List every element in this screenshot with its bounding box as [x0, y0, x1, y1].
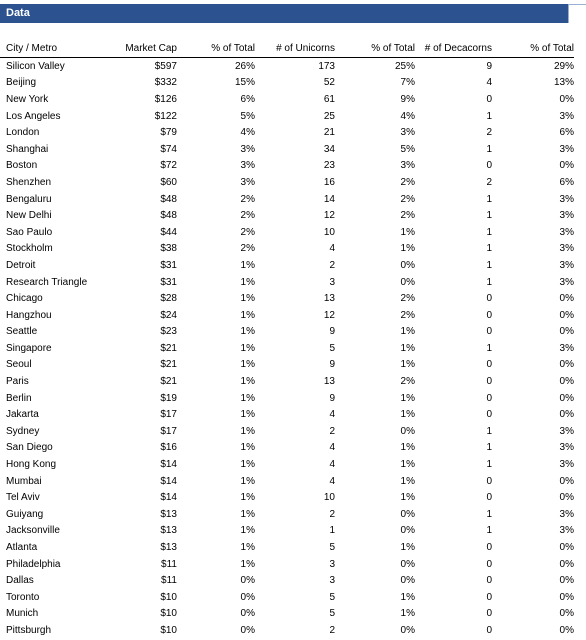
cell-unicorns[interactable]: 3 — [329, 575, 335, 587]
cell-pct-decacorns[interactable]: 0% — [559, 359, 574, 371]
cell-city[interactable]: London — [6, 127, 40, 139]
cell-pct-unicorns[interactable]: 1% — [400, 359, 415, 371]
cell-decacorns[interactable]: 0 — [486, 309, 492, 321]
cell-pct-market-cap[interactable]: 1% — [240, 459, 255, 471]
cell-decacorns[interactable]: 0 — [486, 293, 492, 305]
cell-city[interactable]: Seoul — [6, 359, 32, 371]
cell-pct-unicorns[interactable]: 0% — [400, 276, 415, 288]
table-row — [0, 622, 574, 639]
cell-pct-decacorns[interactable]: 0% — [559, 475, 574, 487]
cell-pct-market-cap[interactable]: 0% — [240, 591, 255, 603]
cell-unicorns[interactable]: 10 — [323, 492, 335, 504]
cell-market-cap[interactable]: $17 — [160, 409, 177, 421]
cell-pct-decacorns[interactable]: 0% — [559, 326, 574, 338]
cell-market-cap[interactable]: $38 — [160, 243, 177, 255]
cell-market-cap[interactable]: $28 — [160, 293, 177, 305]
cell-decacorns[interactable]: 1 — [486, 243, 492, 255]
cell-pct-decacorns[interactable]: 3% — [559, 425, 574, 437]
cell-market-cap[interactable]: $122 — [154, 110, 177, 122]
cell-market-cap[interactable]: $13 — [160, 508, 177, 520]
cell-decacorns[interactable]: 1 — [486, 442, 492, 454]
cell-unicorns[interactable]: 9 — [329, 359, 335, 371]
cell-city[interactable]: Dallas — [6, 575, 34, 587]
cell-city[interactable]: New Delhi — [6, 210, 52, 222]
cell-unicorns[interactable]: 61 — [323, 93, 335, 105]
cell-pct-decacorns[interactable]: 0% — [559, 558, 574, 570]
cell-unicorns[interactable]: 3 — [329, 276, 335, 288]
cell-market-cap[interactable]: $11 — [161, 558, 177, 570]
table-row — [0, 158, 574, 175]
cell-pct-decacorns[interactable]: 0% — [559, 93, 574, 105]
cell-unicorns[interactable]: 13 — [323, 376, 335, 388]
cell-market-cap[interactable]: $31 — [160, 259, 177, 271]
cell-pct-unicorns[interactable]: 1% — [400, 243, 415, 255]
table-row — [0, 390, 574, 407]
cell-city[interactable]: Sao Paulo — [6, 226, 53, 238]
table-row — [0, 58, 574, 75]
cell-city[interactable]: Silicon Valley — [6, 60, 65, 72]
cell-decacorns[interactable]: 1 — [486, 143, 492, 155]
cell-city[interactable]: Hong Kong — [6, 459, 57, 471]
cell-pct-decacorns[interactable]: 3% — [559, 193, 574, 205]
cell-market-cap[interactable]: $17 — [160, 425, 177, 437]
cell-market-cap[interactable]: $19 — [160, 392, 177, 404]
table-row — [0, 373, 574, 390]
cell-pct-market-cap[interactable]: 1% — [240, 259, 255, 271]
cell-pct-unicorns[interactable]: 1% — [400, 326, 415, 338]
cell-pct-market-cap[interactable]: 1% — [240, 525, 255, 537]
cell-decacorns[interactable]: 1 — [486, 193, 492, 205]
cell-decacorns[interactable]: 0 — [486, 409, 492, 421]
cell-pct-decacorns[interactable]: 0% — [559, 376, 574, 388]
cell-decacorns[interactable]: 4 — [486, 77, 492, 89]
cell-pct-market-cap[interactable]: 2% — [240, 193, 255, 205]
cell-city[interactable]: Los Angeles — [6, 110, 61, 122]
cell-market-cap[interactable]: $14 — [160, 475, 177, 487]
cell-pct-decacorns[interactable]: 0% — [559, 492, 574, 504]
cell-market-cap[interactable]: $11 — [161, 575, 177, 587]
cell-city[interactable]: Bengaluru — [6, 193, 52, 205]
cell-market-cap[interactable]: $126 — [154, 93, 177, 105]
cell-pct-market-cap[interactable]: 0% — [240, 624, 255, 636]
cell-market-cap[interactable]: $48 — [160, 210, 177, 222]
cell-pct-market-cap[interactable]: 2% — [240, 210, 255, 222]
cell-market-cap[interactable]: $13 — [160, 525, 177, 537]
cell-market-cap[interactable]: $44 — [160, 226, 177, 238]
cell-pct-market-cap[interactable]: 0% — [240, 608, 255, 620]
cell-decacorns[interactable]: 1 — [486, 508, 492, 520]
table-row — [0, 489, 574, 506]
cell-pct-market-cap[interactable]: 1% — [240, 492, 255, 504]
cell-pct-unicorns[interactable]: 2% — [400, 176, 415, 188]
cell-unicorns[interactable]: 12 — [323, 309, 335, 321]
cell-decacorns[interactable]: 0 — [486, 326, 492, 338]
cell-pct-decacorns[interactable]: 0% — [559, 160, 574, 172]
cell-pct-market-cap[interactable]: 1% — [240, 425, 255, 437]
cell-decacorns[interactable]: 0 — [486, 575, 492, 587]
cell-city[interactable]: Tel Aviv — [6, 492, 40, 504]
cell-city[interactable]: Pittsburgh — [6, 624, 52, 636]
column-header-pct-market-cap[interactable]: % of Total — [177, 40, 255, 58]
cell-pct-decacorns[interactable]: 0% — [559, 575, 574, 587]
cell-pct-unicorns[interactable]: 0% — [400, 259, 415, 271]
cell-market-cap[interactable]: $597 — [154, 60, 177, 72]
cell-city[interactable]: Paris — [6, 376, 29, 388]
cell-pct-unicorns[interactable]: 1% — [400, 475, 415, 487]
cell-market-cap[interactable]: $48 — [160, 193, 177, 205]
cell-city[interactable]: New York — [6, 93, 49, 105]
cell-pct-market-cap[interactable]: 5% — [240, 110, 255, 122]
cell-pct-unicorns[interactable]: 1% — [400, 342, 415, 354]
column-header-decacorns[interactable]: # of Decacorns — [415, 40, 492, 58]
cell-pct-decacorns[interactable]: 0% — [559, 608, 574, 620]
cell-unicorns[interactable]: 5 — [329, 342, 335, 354]
cell-market-cap[interactable]: $60 — [160, 176, 177, 188]
cell-pct-market-cap[interactable]: 1% — [240, 542, 255, 554]
cell-unicorns[interactable]: 4 — [329, 243, 335, 255]
table-row — [0, 108, 574, 125]
cell-pct-market-cap[interactable]: 1% — [240, 293, 255, 305]
cell-pct-market-cap[interactable]: 1% — [240, 309, 255, 321]
cell-unicorns[interactable]: 13 — [323, 293, 335, 305]
cell-unicorns[interactable]: 4 — [329, 442, 335, 454]
cell-unicorns[interactable]: 4 — [329, 475, 335, 487]
table-row — [0, 141, 574, 158]
cell-decacorns[interactable]: 9 — [486, 60, 492, 72]
cell-pct-decacorns[interactable]: 0% — [559, 392, 574, 404]
cell-pct-unicorns[interactable]: 5% — [400, 143, 415, 155]
cell-pct-market-cap[interactable]: 2% — [240, 243, 255, 255]
cell-unicorns[interactable]: 52 — [323, 77, 335, 89]
cell-pct-unicorns[interactable]: 3% — [400, 160, 415, 172]
table-row — [0, 423, 574, 440]
table-row — [0, 539, 574, 556]
table-row — [0, 274, 574, 291]
cell-city[interactable]: Shenzhen — [6, 176, 52, 188]
cell-city[interactable]: Stockholm — [6, 243, 53, 255]
cell-decacorns[interactable]: 0 — [486, 93, 492, 105]
cell-pct-market-cap[interactable]: 3% — [240, 143, 255, 155]
cell-pct-unicorns[interactable]: 1% — [400, 608, 415, 620]
sheet-title-bar — [0, 4, 568, 23]
table-row — [0, 207, 574, 224]
cell-city[interactable]: Research Triangle — [6, 276, 88, 288]
cell-unicorns[interactable]: 2 — [329, 259, 335, 271]
cell-pct-decacorns[interactable]: 3% — [559, 226, 574, 238]
cell-pct-unicorns[interactable]: 0% — [400, 575, 415, 587]
cell-unicorns[interactable]: 5 — [329, 608, 335, 620]
cell-unicorns[interactable]: 9 — [329, 326, 335, 338]
cell-decacorns[interactable]: 1 — [486, 210, 492, 222]
cell-city[interactable]: Beijing — [6, 77, 37, 89]
cell-city[interactable]: Berlin — [6, 392, 32, 404]
cell-pct-unicorns[interactable]: 3% — [400, 127, 415, 139]
cell-pct-unicorns[interactable]: 9% — [400, 93, 415, 105]
cell-unicorns[interactable]: 4 — [329, 459, 335, 471]
column-header-pct-unicorns[interactable]: % of Total — [335, 40, 415, 58]
table-row — [0, 340, 574, 357]
cell-city[interactable]: Munich — [6, 608, 39, 620]
cell-pct-unicorns[interactable]: 2% — [400, 309, 415, 321]
cell-pct-unicorns[interactable]: 2% — [400, 210, 415, 222]
cell-pct-decacorns[interactable]: 0% — [559, 409, 574, 421]
cell-pct-unicorns[interactable]: 2% — [400, 293, 415, 305]
cell-pct-decacorns[interactable]: 29% — [553, 60, 574, 72]
cell-decacorns[interactable]: 0 — [486, 608, 492, 620]
cell-city[interactable]: Mumbai — [6, 475, 42, 487]
table-row — [0, 324, 574, 341]
cell-city[interactable]: Detroit — [6, 259, 36, 271]
cell-decacorns[interactable]: 1 — [486, 342, 492, 354]
table-row — [0, 572, 574, 589]
cell-decacorns[interactable]: 1 — [486, 276, 492, 288]
table-row — [0, 174, 574, 191]
cell-unicorns[interactable]: 25 — [323, 110, 335, 122]
cell-decacorns[interactable]: 0 — [486, 376, 492, 388]
table-row — [0, 91, 574, 108]
cell-decacorns[interactable]: 0 — [486, 624, 492, 636]
cell-unicorns[interactable]: 21 — [323, 127, 335, 139]
cell-decacorns[interactable]: 0 — [486, 160, 492, 172]
cell-unicorns[interactable]: 10 — [323, 226, 335, 238]
cell-pct-decacorns[interactable]: 3% — [559, 276, 574, 288]
cell-market-cap[interactable]: $24 — [160, 309, 177, 321]
cell-pct-market-cap[interactable]: 1% — [240, 342, 255, 354]
cell-market-cap[interactable]: $14 — [160, 459, 177, 471]
cell-pct-market-cap[interactable]: 1% — [240, 326, 255, 338]
cell-decacorns[interactable]: 1 — [486, 226, 492, 238]
cell-pct-unicorns[interactable]: 0% — [400, 624, 415, 636]
table-row — [0, 456, 574, 473]
cell-city[interactable]: Philadelphia — [6, 558, 61, 570]
table-row — [0, 257, 574, 274]
cell-decacorns[interactable]: 2 — [486, 176, 492, 188]
cell-pct-decacorns[interactable]: 3% — [559, 143, 574, 155]
cell-pct-unicorns[interactable]: 1% — [400, 542, 415, 554]
cell-unicorns[interactable]: 3 — [329, 558, 335, 570]
cell-decacorns[interactable]: 1 — [486, 259, 492, 271]
cell-decacorns[interactable]: 0 — [486, 558, 492, 570]
header-row — [0, 40, 574, 58]
cell-pct-decacorns[interactable]: 0% — [559, 591, 574, 603]
table-row — [0, 191, 574, 208]
cell-unicorns[interactable]: 2 — [329, 425, 335, 437]
cell-city[interactable]: Atlanta — [6, 542, 38, 554]
cell-decacorns[interactable]: 0 — [486, 475, 492, 487]
cell-market-cap[interactable]: $10 — [160, 591, 177, 603]
column-header-market-cap[interactable]: Market Cap — [110, 40, 177, 58]
sheet-edge-line — [568, 4, 569, 23]
cell-decacorns[interactable]: 0 — [486, 359, 492, 371]
table-row — [0, 556, 574, 573]
cell-city[interactable]: Sydney — [6, 425, 40, 437]
cell-pct-unicorns[interactable]: 1% — [400, 459, 415, 471]
cell-unicorns[interactable]: 12 — [323, 210, 335, 222]
cell-pct-market-cap[interactable]: 4% — [240, 127, 255, 139]
cell-city[interactable]: Hangzhou — [6, 309, 52, 321]
cell-city[interactable]: Seattle — [6, 326, 38, 338]
cell-market-cap[interactable]: $10 — [160, 608, 177, 620]
cell-unicorns[interactable]: 2 — [329, 624, 335, 636]
table-row — [0, 506, 574, 523]
cell-pct-unicorns[interactable]: 1% — [400, 409, 415, 421]
sheet-edge-line — [568, 4, 586, 5]
cell-market-cap[interactable]: $79 — [160, 127, 177, 139]
cell-pct-market-cap[interactable]: 26% — [234, 60, 255, 72]
cell-market-cap[interactable]: $72 — [160, 160, 177, 172]
cell-pct-decacorns[interactable]: 6% — [559, 127, 574, 139]
cell-city[interactable]: Shanghai — [6, 143, 49, 155]
table-row — [0, 124, 574, 141]
cell-pct-unicorns[interactable]: 25% — [394, 60, 415, 72]
cell-market-cap[interactable]: $74 — [160, 143, 177, 155]
cell-decacorns[interactable]: 1 — [486, 525, 492, 537]
data-table — [0, 40, 574, 639]
cell-pct-unicorns[interactable]: 1% — [400, 392, 415, 404]
cell-pct-decacorns[interactable]: 3% — [559, 110, 574, 122]
cell-pct-unicorns[interactable]: 0% — [400, 425, 415, 437]
cell-unicorns[interactable]: 4 — [329, 409, 335, 421]
cell-pct-decacorns[interactable]: 3% — [559, 259, 574, 271]
cell-pct-market-cap[interactable]: 2% — [240, 226, 255, 238]
cell-pct-market-cap[interactable]: 1% — [240, 392, 255, 404]
cell-market-cap[interactable]: $21 — [160, 342, 177, 354]
cell-pct-unicorns[interactable]: 4% — [400, 110, 415, 122]
table-row — [0, 75, 574, 92]
cell-pct-decacorns[interactable]: 3% — [559, 525, 574, 537]
cell-unicorns[interactable]: 1 — [329, 525, 335, 537]
cell-pct-market-cap[interactable]: 1% — [240, 442, 255, 454]
cell-decacorns[interactable]: 0 — [486, 492, 492, 504]
cell-pct-unicorns[interactable]: 2% — [400, 376, 415, 388]
cell-unicorns[interactable]: 16 — [323, 176, 335, 188]
table-row — [0, 440, 574, 457]
cell-city[interactable]: Singapore — [6, 342, 52, 354]
cell-market-cap[interactable]: $21 — [160, 359, 177, 371]
cell-market-cap[interactable]: $13 — [160, 542, 177, 554]
cell-decacorns[interactable]: 0 — [486, 591, 492, 603]
cell-pct-decacorns[interactable]: 6% — [559, 176, 574, 188]
cell-market-cap[interactable]: $23 — [160, 326, 177, 338]
cell-pct-market-cap[interactable]: 3% — [240, 176, 255, 188]
cell-decacorns[interactable]: 1 — [486, 459, 492, 471]
cell-pct-decacorns[interactable]: 13% — [553, 77, 574, 89]
column-header-unicorns[interactable]: # of Unicorns — [255, 40, 335, 58]
cell-pct-unicorns[interactable]: 1% — [400, 591, 415, 603]
cell-pct-market-cap[interactable]: 1% — [240, 558, 255, 570]
cell-pct-market-cap[interactable]: 3% — [240, 160, 255, 172]
cell-city[interactable]: Guiyang — [6, 508, 44, 520]
table-row — [0, 241, 574, 258]
table-row — [0, 357, 574, 374]
cell-pct-market-cap[interactable]: 1% — [240, 409, 255, 421]
cell-pct-market-cap[interactable]: 0% — [240, 575, 255, 587]
cell-decacorns[interactable]: 0 — [486, 542, 492, 554]
cell-pct-unicorns[interactable]: 0% — [400, 558, 415, 570]
cell-pct-market-cap[interactable]: 1% — [240, 276, 255, 288]
cell-city[interactable]: Chicago — [6, 293, 43, 305]
cell-decacorns[interactable]: 0 — [486, 392, 492, 404]
cell-pct-market-cap[interactable]: 1% — [240, 359, 255, 371]
table-row — [0, 523, 574, 540]
table-row — [0, 290, 574, 307]
cell-pct-unicorns[interactable]: 1% — [400, 492, 415, 504]
cell-pct-decacorns[interactable]: 3% — [559, 210, 574, 222]
cell-unicorns[interactable]: 14 — [323, 193, 335, 205]
cell-pct-unicorns[interactable]: 1% — [400, 226, 415, 238]
cell-unicorns[interactable]: 5 — [329, 542, 335, 554]
cell-market-cap[interactable]: $16 — [160, 442, 177, 454]
cell-city[interactable]: Boston — [6, 160, 38, 172]
table-row — [0, 606, 574, 623]
cell-decacorns[interactable]: 1 — [486, 425, 492, 437]
cell-unicorns[interactable]: 34 — [323, 143, 335, 155]
cell-unicorns[interactable]: 23 — [323, 160, 335, 172]
cell-pct-market-cap[interactable]: 1% — [240, 376, 255, 388]
cell-market-cap[interactable]: $10 — [160, 624, 177, 636]
cell-pct-decacorns[interactable]: 0% — [559, 624, 574, 636]
cell-pct-decacorns[interactable]: 0% — [559, 309, 574, 321]
cell-city[interactable]: San Diego — [6, 442, 53, 454]
cell-market-cap[interactable]: $14 — [160, 492, 177, 504]
cell-unicorns[interactable]: 173 — [318, 60, 335, 72]
sheet-title: Data — [6, 7, 30, 19]
cell-city[interactable]: Jacksonville — [6, 525, 60, 537]
cell-pct-market-cap[interactable]: 15% — [234, 77, 255, 89]
cell-pct-decacorns[interactable]: 3% — [559, 243, 574, 255]
cell-city[interactable]: Toronto — [6, 591, 40, 603]
cell-pct-decacorns[interactable]: 3% — [559, 459, 574, 471]
cell-pct-decacorns[interactable]: 0% — [559, 542, 574, 554]
cell-market-cap[interactable]: $31 — [160, 276, 177, 288]
cell-decacorns[interactable]: 2 — [486, 127, 492, 139]
cell-decacorns[interactable]: 1 — [486, 110, 492, 122]
cell-pct-decacorns[interactable]: 3% — [559, 442, 574, 454]
cell-unicorns[interactable]: 2 — [329, 508, 335, 520]
column-header-city[interactable]: City / Metro — [0, 40, 110, 58]
cell-pct-unicorns[interactable]: 7% — [400, 77, 415, 89]
cell-pct-unicorns[interactable]: 0% — [400, 525, 415, 537]
table-row — [0, 307, 574, 324]
cell-city[interactable]: Jakarta — [6, 409, 39, 421]
cell-pct-decacorns[interactable]: 3% — [559, 508, 574, 520]
table-row — [0, 406, 574, 423]
cell-pct-unicorns[interactable]: 1% — [400, 442, 415, 454]
cell-unicorns[interactable]: 5 — [329, 591, 335, 603]
table-row — [0, 224, 574, 241]
cell-pct-decacorns[interactable]: 0% — [559, 293, 574, 305]
cell-pct-decacorns[interactable]: 3% — [559, 342, 574, 354]
cell-market-cap[interactable]: $332 — [154, 77, 177, 89]
cell-market-cap[interactable]: $21 — [160, 376, 177, 388]
column-header-pct-decacorns[interactable]: % of Total — [492, 40, 574, 58]
cell-unicorns[interactable]: 9 — [329, 392, 335, 404]
cell-pct-market-cap[interactable]: 1% — [240, 508, 255, 520]
cell-pct-unicorns[interactable]: 2% — [400, 193, 415, 205]
cell-pct-market-cap[interactable]: 1% — [240, 475, 255, 487]
table-row — [0, 589, 574, 606]
table-row — [0, 473, 574, 490]
cell-pct-unicorns[interactable]: 0% — [400, 508, 415, 520]
cell-pct-market-cap[interactable]: 6% — [240, 93, 255, 105]
